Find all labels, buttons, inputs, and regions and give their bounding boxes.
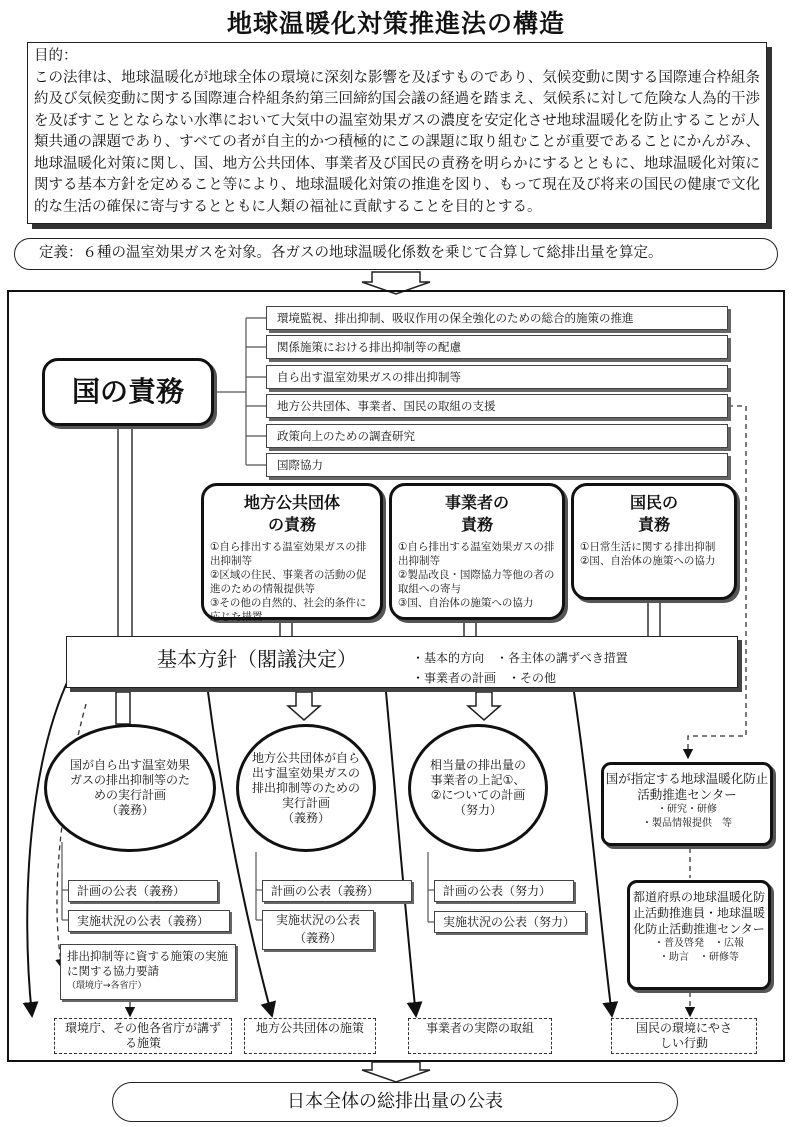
prefecture-center-box (627, 880, 771, 990)
basic-policy-box (66, 636, 738, 688)
local-gov-duty-title (204, 492, 380, 536)
purpose-text: この法律は、地球温暖化が地球全体の環境に深刻な影響を及ぼすものであり、気候変動に関する国際連合枠組条約及び気候変動に関する国際連合枠組条約第三回締約国会議の経過を踏まえ、気候系に対して危険な人為的干渉を及ぼすこととならない水準において大気中の温室効果ガスの濃度を安定化させ地球温暖化を防止することが人類共通の課題であり、すべての者が自主的かつ積極的にこの課題に取り組むことが重要であることにかんがみ、地球温暖化対策に関し、国、地方公共団体、事業者及び国民の責務を明らかにするとともに、地球温暖化対策に関する基本方針を定めること等により、地球温暖化対策の推進を図り、もって現在及び将来の国民の健康で文化的な生活の確保に寄与するとともに人類の福祉に貢献することを目的とする。 (34, 69, 760, 215)
national-duty-item: 環境監視、排出抑制、吸収作用の保全強化のための総合的施策の推進 (266, 306, 728, 330)
local-gov-title-line1: 地方公共団体 (243, 493, 340, 512)
purpose-label: 目的： (34, 48, 78, 64)
prefecture-center-item: ・助言 ・研修等 (659, 952, 739, 963)
local-gov-duty-item: ③その他の自然的、社会的条件に応じた措置 (210, 597, 367, 623)
national-plan-circle (44, 724, 216, 852)
outcome-ministries: 環境庁、その他各省庁が講ずる施策 (54, 1018, 232, 1054)
national-plan-tag: （義務） (105, 803, 154, 817)
citizen-duty-title (574, 492, 734, 536)
national-status-publication: 実施状況の公表（義務） (68, 910, 230, 932)
national-center-item: ・研究・研修 (657, 804, 717, 815)
business-duty-title (392, 492, 562, 536)
cooperation-text: 排出抑制等に資する施策の実施に関する協力要請 (67, 949, 228, 978)
national-duty-item: 関係施策における排出抑制等の配慮 (266, 335, 728, 359)
cooperation-note: （環境庁→各省庁） (67, 981, 147, 991)
page-title: 地球温暖化対策推進法の構造 (226, 9, 565, 38)
national-center-title: 国が指定する地球温暖化防止活動推進センター (605, 771, 769, 802)
total-emission-box: 日本全体の総排出量の公表 (112, 1082, 678, 1122)
citizen-title-line2: 責務 (637, 515, 670, 534)
national-duty-item: 政策向上のための調査研究 (266, 424, 728, 448)
national-center-item: ・製品情報提供 等 (642, 818, 732, 829)
national-duty-box: 国の責務 (42, 358, 214, 426)
basic-policy-title: 基本方針（閣議決定） (157, 647, 357, 671)
national-duty-item: 自ら出す温室効果ガスの排出抑制等 (266, 365, 728, 389)
citizen-duty-item: ①日常生活に関する排出抑制 (580, 541, 716, 553)
local-gov-title-line2: の責務 (267, 515, 316, 534)
definition-box: 定義：６種の温室効果ガスを対象。各ガスの地球温暖化係数を乗じて合算して総排出量を算定。 (14, 238, 778, 270)
local-gov-duty-item: ②区域の住民、事業者の活動の促進のための情報提供等 (210, 569, 367, 595)
business-status-publication: 実施状況の公表（努力） (434, 911, 586, 933)
outcome-local-gov: 地方公共団体の施策 (244, 1018, 376, 1054)
basic-policy-sub1: ・基本的方向 ・各主体の講ずべき措置 (412, 651, 628, 665)
local-gov-duty-box (201, 483, 383, 623)
local-plan-circle (236, 724, 376, 852)
outcome-business: 事業者の実際の取組 (408, 1018, 552, 1054)
citizen-duty-item: ②国、自治体の施策への協力 (580, 555, 716, 567)
business-plan-circle (408, 724, 548, 852)
business-duty-item: ②製品改良・国際協力等他の者の取組への寄与 (398, 569, 555, 595)
national-duty-item: 国際協力 (266, 453, 728, 477)
purpose-box (27, 42, 767, 224)
national-plan-publication: 計画の公表（義務） (68, 880, 218, 902)
national-center-box (601, 762, 773, 846)
local-status-line1: 実施状況の公表 (275, 913, 360, 927)
arrow-total-down (362, 1062, 430, 1082)
local-plan-text: 地方公共団体が自ら出す温室効果ガスの排出抑制等のための実行計画 (251, 750, 360, 810)
cooperation-request-box (60, 944, 236, 1000)
outcome-citizens: 国民の環境にやさしい行動 (611, 1018, 757, 1054)
basic-policy-sub2: ・事業者の計画 ・その他 (412, 671, 557, 685)
business-plan-publication: 計画の公表（努力） (434, 880, 574, 902)
citizen-title-line1: 国民の (629, 493, 678, 512)
business-title-line2: 責務 (460, 515, 493, 534)
local-status-publication (262, 910, 374, 950)
local-status-line2: （義務） (293, 931, 342, 945)
national-plan-text: 国が自ら出す温室効果ガスの排出抑制等のための実行計画 (69, 758, 190, 802)
business-plan-text: 相当量の排出量の事業者の上記①、②についての計画 (429, 758, 526, 802)
business-title-line1: 事業者の (444, 493, 509, 512)
business-duty-item: ③国、自治体の施策への協力 (398, 597, 534, 609)
national-duty-item: 地方公共団体、事業者、国民の取組の支援 (266, 394, 728, 418)
business-duty-box (389, 483, 565, 620)
prefecture-center-item: ・普及啓発 ・広報 (654, 938, 744, 949)
local-gov-duty-item: ①自ら排出する温室効果ガスの排出抑制等 (210, 541, 367, 567)
prefecture-center-title: 都道府県の地球温暖化防止活動推進員・地球温暖化防止活動推進センター (632, 890, 765, 936)
business-duty-item: ①自ら排出する温室効果ガスの排出抑制等 (398, 541, 555, 567)
local-plan-tag: （義務） (281, 810, 330, 825)
citizen-duty-box (571, 483, 737, 600)
business-plan-tag: （努力） (453, 803, 502, 817)
local-plan-publication: 計画の公表（義務） (262, 880, 412, 902)
